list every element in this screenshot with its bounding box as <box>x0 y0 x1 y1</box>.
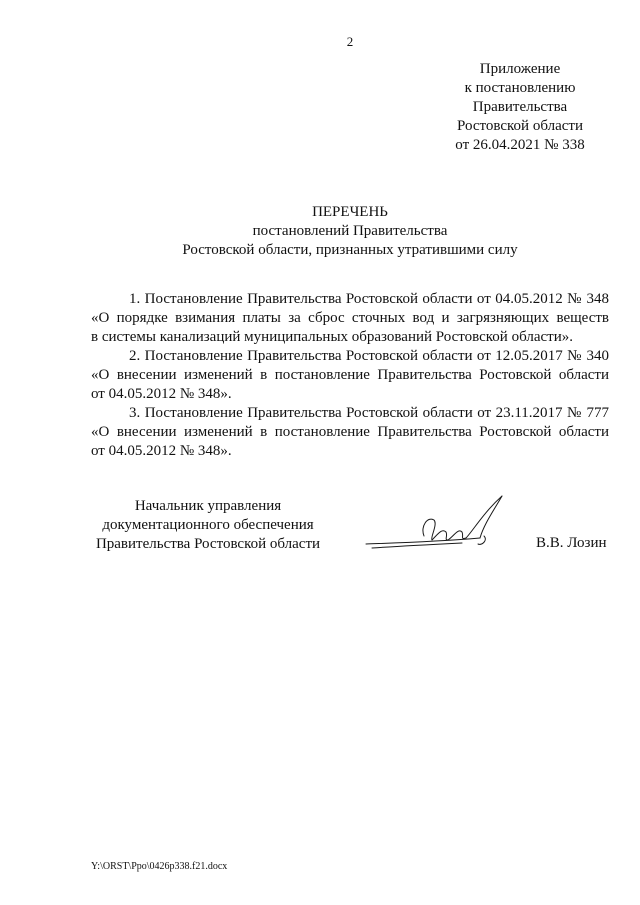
list-item-line: «О порядке взимания платы за сброс сточных вод и загрязняющих веществ <box>91 310 609 326</box>
appendix-line: Ростовской области <box>457 118 583 134</box>
list-item-line: 3. Постановление Правительства Ростовской области от 23.11.2017 № 777 <box>129 405 609 421</box>
signer-name: В.В. Лозин <box>536 535 607 551</box>
document-heading: ПЕРЕЧЕНЬ <box>312 204 388 220</box>
appendix-line: от 26.04.2021 № 338 <box>455 137 585 153</box>
document-subtitle: постановлений Правительства <box>252 223 448 239</box>
page-number: 2 <box>346 34 354 49</box>
list-item-line: от 04.05.2012 № 348». <box>91 443 232 459</box>
appendix-block <box>440 60 600 155</box>
signer-position <box>88 497 328 554</box>
list-item <box>91 290 609 347</box>
signer-position-line: Начальник управления <box>134 498 282 514</box>
signer-position-line: Правительства Ростовской области <box>95 536 321 552</box>
list-item-line: 1. Постановление Правительства Ростовской области от 04.05.2012 № 348 <box>129 291 609 307</box>
title-block <box>90 203 610 260</box>
appendix-line: Приложение <box>479 61 561 77</box>
list-item-line: 2. Постановление Правительства Ростовской области от 12.05.2017 № 340 <box>129 348 609 364</box>
list-item-line: в системы канализаций муниципальных образований Ростовской области». <box>91 329 573 345</box>
appendix-line: Правительства <box>472 99 568 115</box>
list-item-line: от 04.05.2012 № 348». <box>91 386 232 402</box>
list-item-line: «О внесении изменений в постановление Правительства Ростовской области <box>91 424 609 440</box>
list-item-line: «О внесении изменений в постановление Правительства Ростовской области <box>91 367 609 383</box>
file-path: Y:\ORST\Ppo\0426p338.f21.docx <box>91 861 228 872</box>
appendix-line: к постановлению <box>464 80 576 96</box>
list-item <box>91 347 609 404</box>
handwritten-signature <box>362 486 522 558</box>
signer-position-line: документационного обеспечения <box>102 517 314 533</box>
resolution-list <box>91 290 609 461</box>
list-item <box>91 404 609 461</box>
document-subtitle: Ростовской области, признанных утратившими силу <box>182 242 518 258</box>
